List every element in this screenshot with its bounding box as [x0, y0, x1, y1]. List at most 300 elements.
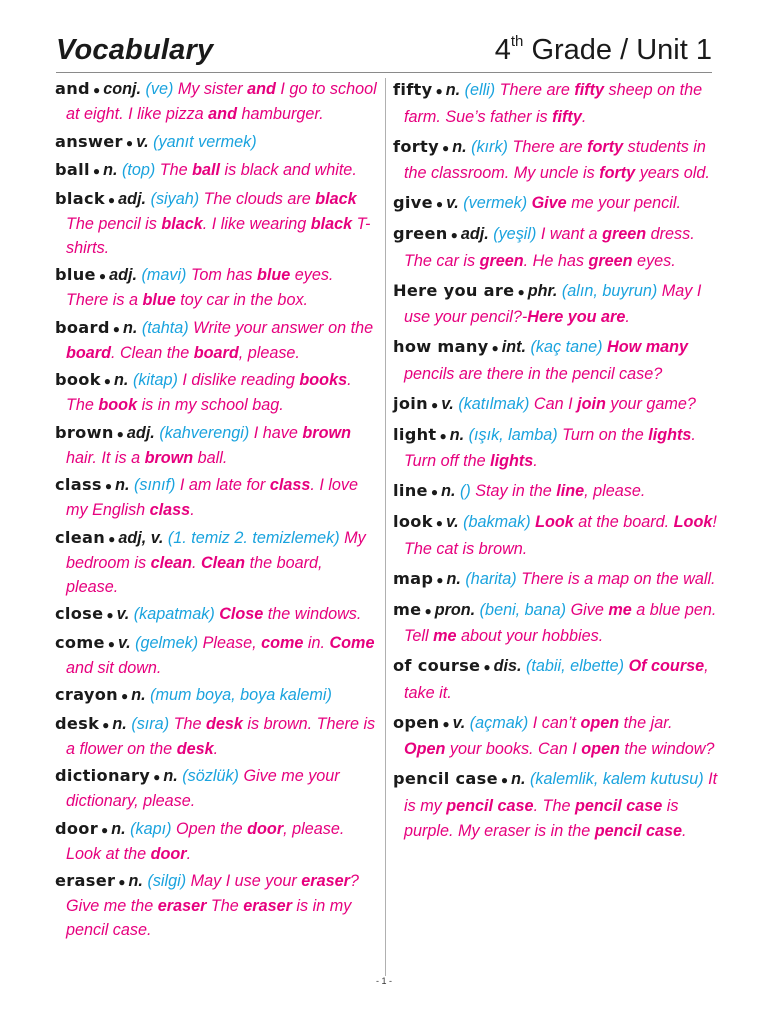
entry-word: of course	[393, 656, 481, 675]
entry-word: desk	[55, 713, 100, 733]
example-sentence	[404, 138, 710, 183]
bullet-icon: ●	[107, 636, 116, 651]
bullet-icon: ●	[441, 140, 450, 155]
bullet-icon: ●	[424, 603, 432, 618]
example-text: sheep on the farm. Sue’s father is	[404, 81, 703, 126]
example-text: The clouds are	[203, 189, 316, 208]
entry-word: clean	[55, 527, 106, 547]
part-of-speech: n.	[441, 482, 456, 500]
highlighted-word: desk	[205, 714, 243, 733]
vocab-entry	[55, 764, 377, 813]
example-text: There are	[512, 137, 588, 156]
vocab-entry	[393, 334, 718, 387]
highlighted-word: line	[556, 482, 585, 500]
example-text: I want a	[540, 225, 603, 243]
bullet-icon: ●	[435, 197, 444, 211]
turkish-translation: (sıra)	[131, 714, 170, 733]
part-of-speech: v.	[136, 132, 149, 151]
example-text: . The	[66, 371, 352, 414]
entry-word: forty	[393, 136, 439, 156]
example-text: The	[173, 714, 206, 733]
turkish-translation: (alın, buyrun)	[561, 281, 658, 300]
turkish-translation: (yanıt vermek)	[153, 132, 257, 151]
highlighted-word: Look	[673, 513, 713, 531]
example-sentence	[534, 395, 696, 413]
example-text: the window?	[619, 740, 715, 758]
turkish-translation: (kırk)	[471, 137, 508, 156]
example-text: . He has	[523, 251, 589, 270]
bullet-icon: ●	[102, 717, 110, 732]
highlighted-word: board	[66, 343, 111, 362]
highlighted-word: clean	[150, 553, 192, 572]
part-of-speech: v.	[118, 633, 131, 652]
example-sentence	[66, 266, 333, 309]
example-text: , please.	[238, 343, 300, 362]
part-of-speech: v.	[116, 605, 130, 623]
bullet-icon: ●	[118, 875, 126, 889]
highlighted-word: forty	[599, 164, 636, 182]
example-text: eyes. There is a	[66, 266, 334, 309]
entry-word: Here you are	[393, 280, 515, 300]
part-of-speech: n.	[449, 425, 465, 444]
entry-word: close	[55, 604, 104, 623]
highlighted-word: pencil case	[594, 822, 683, 840]
example-text: toy car in the box.	[175, 291, 309, 309]
highlighted-word: join	[577, 394, 606, 413]
part-of-speech: n.	[452, 137, 467, 156]
example-text: , take it.	[404, 657, 709, 702]
vocab-entry	[393, 422, 718, 475]
example-sentence	[521, 570, 715, 588]
part-of-speech: pron.	[434, 600, 476, 619]
example-text: .	[186, 844, 192, 863]
bullet-icon: ●	[439, 428, 447, 443]
example-sentence	[160, 161, 357, 179]
entry-word: black	[55, 188, 105, 208]
vocab-entry	[55, 187, 377, 260]
turkish-translation: (elli)	[464, 81, 496, 99]
entry-word: door	[55, 818, 99, 838]
vocab-entry	[55, 316, 377, 365]
example-text: at the board.	[573, 513, 674, 531]
entry-word: crayon	[55, 685, 119, 704]
example-sentence	[475, 482, 645, 500]
turkish-translation: (kalemlik, kalem kutusu)	[530, 770, 704, 788]
example-text: in.	[303, 633, 330, 652]
turkish-translation: ()	[459, 482, 471, 500]
example-text: me your pencil.	[566, 194, 681, 212]
example-text: My bedroom is	[66, 528, 366, 572]
entry-word: pencil case	[393, 769, 498, 788]
example-text: Stay in the	[475, 482, 557, 500]
entry-word: answer	[55, 131, 123, 151]
entry-word: ball	[55, 160, 90, 179]
example-text: , please. Look at the	[66, 819, 345, 863]
bullet-icon: ●	[108, 531, 116, 546]
example-text: . Turn off the	[404, 425, 696, 470]
part-of-speech: n.	[163, 767, 178, 785]
bullet-icon: ●	[450, 228, 458, 242]
bullet-icon: ●	[430, 397, 439, 412]
example-text: students in the classroom. My uncle is	[404, 137, 706, 182]
highlighted-word: open	[581, 740, 620, 758]
right-column	[393, 77, 718, 848]
highlighted-word: Close	[219, 605, 264, 623]
vocab-entry	[393, 278, 718, 331]
page-header	[56, 34, 712, 73]
highlighted-word: ball	[192, 161, 221, 179]
example-text: ball.	[193, 448, 228, 467]
bullet-icon: ●	[153, 770, 161, 784]
example-text: pencils are there in the pencil case?	[404, 364, 663, 383]
highlighted-word: lights	[490, 452, 534, 470]
part-of-speech: n.	[103, 161, 118, 179]
highlighted-word: Look	[535, 513, 574, 531]
highlighted-word: blue	[256, 266, 291, 284]
turkish-translation: (mavi)	[141, 266, 187, 284]
turkish-translation: (siyah)	[150, 189, 200, 208]
part-of-speech: int.	[501, 338, 527, 356]
example-text: .	[190, 501, 195, 519]
example-text: a blue pen. Tell	[404, 600, 717, 645]
turkish-translation: (açmak)	[469, 713, 529, 732]
example-sentence	[404, 714, 714, 759]
vocab-entry	[55, 817, 377, 866]
vocab-entry	[393, 221, 718, 274]
entry-word: eraser	[55, 871, 116, 890]
turkish-translation: (gelmek)	[135, 633, 199, 652]
part-of-speech: v.	[452, 713, 466, 732]
highlighted-word: door	[150, 844, 187, 863]
example-text: hair. It is a	[66, 448, 145, 467]
highlighted-word: blue	[142, 291, 176, 309]
turkish-translation: (katılmak)	[458, 394, 530, 413]
vocab-entry	[55, 421, 377, 470]
example-text: I am late for	[179, 476, 270, 494]
example-text: the windows.	[263, 605, 362, 623]
vocab-entry	[55, 158, 377, 183]
bullet-icon: ●	[116, 426, 124, 441]
highlighted-word: class	[269, 476, 311, 494]
example-text: is in my pencil case.	[66, 897, 352, 939]
entry-word: look	[393, 512, 433, 531]
example-text: My sister	[177, 80, 248, 98]
example-text: your books. Can I	[445, 740, 582, 758]
highlighted-word: forty	[587, 137, 624, 156]
bullet-icon: ●	[104, 479, 113, 493]
entry-word: map	[393, 568, 434, 588]
turkish-translation: (mum boya, boya kalemi)	[150, 686, 332, 704]
highlighted-word: green	[479, 251, 524, 270]
vocab-entry	[55, 130, 377, 155]
example-text: the board, please.	[66, 553, 323, 596]
turkish-translation: (tabii, elbette)	[525, 657, 625, 675]
part-of-speech: adj.	[126, 423, 155, 442]
example-text: I go to school at eight. I like pizza	[66, 80, 377, 123]
highlighted-word: eraser	[243, 897, 292, 915]
part-of-speech: n.	[112, 714, 127, 733]
highlighted-word: green	[602, 225, 647, 243]
highlighted-word: Clean	[200, 553, 246, 572]
part-of-speech: adj.	[109, 266, 137, 284]
turkish-translation: (tahta)	[141, 318, 189, 337]
vocab-entry	[55, 683, 377, 708]
example-text: is in my school bag.	[137, 396, 284, 414]
part-of-speech: n.	[131, 686, 146, 704]
example-text: . Clean the	[110, 343, 194, 362]
example-text: , please.	[584, 482, 646, 500]
vocab-entry	[393, 653, 718, 706]
entry-word: brown	[55, 422, 114, 442]
vocab-entry	[393, 391, 718, 419]
example-text: .	[533, 452, 538, 470]
part-of-speech: conj.	[103, 80, 141, 98]
turkish-translation: (beni, bana)	[479, 600, 567, 619]
vocab-entry	[393, 766, 718, 845]
part-of-speech: n.	[446, 569, 461, 588]
vocab-entry	[393, 77, 718, 130]
example-text: .	[213, 739, 219, 758]
highlighted-word: class	[149, 501, 191, 519]
example-text: ! The cat is brown.	[404, 513, 717, 558]
bullet-icon: ●	[92, 83, 101, 97]
example-text: It is my	[404, 770, 718, 815]
example-text: Turn on the	[562, 425, 649, 444]
turkish-translation: (kaç tane)	[530, 338, 603, 356]
highlighted-word: How many	[607, 338, 688, 356]
vocab-entry	[55, 631, 377, 680]
highlighted-word: and	[208, 105, 237, 123]
turkish-translation: (harita)	[465, 569, 517, 588]
bullet-icon: ●	[98, 269, 107, 283]
bullet-icon: ●	[435, 516, 444, 530]
bullet-icon: ●	[435, 84, 443, 98]
grade-unit-label	[495, 34, 712, 67]
highlighted-word: black	[310, 214, 353, 233]
vocab-entry	[393, 710, 718, 763]
highlighted-word: me	[608, 600, 632, 619]
vocab-entry	[393, 190, 718, 218]
example-text: T-shirts.	[66, 214, 371, 257]
turkish-translation: (yeşil)	[493, 225, 537, 243]
entry-word: open	[393, 712, 440, 732]
highlighted-word: Of course	[628, 657, 705, 675]
entry-word: green	[393, 224, 448, 243]
bullet-icon: ●	[112, 321, 120, 336]
highlighted-word: green	[588, 251, 633, 270]
left-column	[55, 77, 377, 946]
highlighted-word: come	[261, 633, 304, 652]
entry-word: join	[393, 393, 428, 413]
highlighted-word: lights	[648, 425, 692, 444]
vocab-entry	[55, 473, 377, 522]
page-number: - 1 -	[375, 976, 392, 986]
example-text: The pencil is	[66, 214, 162, 233]
example-text: I dislike reading	[182, 371, 300, 389]
part-of-speech: n.	[111, 819, 126, 838]
bullet-icon: ●	[483, 660, 491, 674]
highlighted-word: Give	[531, 194, 567, 212]
turkish-translation: (ve)	[145, 80, 174, 98]
highlighted-word: black	[315, 189, 357, 208]
example-text: Tom has	[190, 266, 257, 284]
example-text: Give me your dictionary, please.	[66, 767, 340, 810]
highlighted-word: Here you are	[527, 308, 626, 326]
turkish-translation: (vermek)	[463, 194, 528, 212]
part-of-speech: n.	[122, 318, 138, 337]
example-text: .	[625, 308, 630, 326]
part-of-speech: adj.	[118, 189, 147, 208]
example-text: and sit down.	[66, 658, 162, 677]
entry-word: how many	[393, 337, 489, 356]
turkish-translation: (sınıf)	[133, 476, 176, 494]
example-text: . I love my English	[66, 476, 359, 519]
example-text: is purple. My eraser is in the	[404, 796, 679, 840]
vocab-entry	[393, 478, 718, 506]
vocab-entry	[393, 597, 718, 650]
part-of-speech: n.	[445, 81, 461, 99]
example-text: May I use your pencil?-	[404, 281, 702, 326]
highlighted-word: pencil case	[574, 796, 663, 815]
turkish-translation: (ışık, lamba)	[468, 425, 558, 444]
example-text: . I like wearing	[202, 214, 311, 233]
entry-word: dictionary	[55, 766, 151, 785]
entry-word: light	[393, 424, 437, 444]
entry-word: me	[393, 599, 422, 619]
example-text: There is a map on the wall.	[521, 569, 716, 588]
bullet-icon: ●	[103, 374, 112, 388]
part-of-speech: v.	[446, 513, 459, 531]
example-text: There are	[499, 81, 575, 99]
highlighted-word: desk	[176, 739, 214, 758]
bullet-icon: ●	[107, 192, 116, 207]
example-text: Give	[570, 600, 609, 619]
example-text: May I use your	[190, 872, 302, 890]
example-text: dress. The car is	[404, 225, 695, 270]
entry-word: book	[55, 370, 101, 389]
page-title: Vocabulary	[56, 34, 214, 66]
part-of-speech: v.	[441, 394, 454, 413]
highlighted-word: pencil case	[446, 796, 534, 815]
entry-word: board	[55, 317, 110, 337]
vocab-entry	[55, 368, 377, 417]
bullet-icon: ●	[517, 284, 525, 299]
bullet-icon: ●	[442, 716, 450, 731]
vocab-entry	[55, 712, 377, 761]
vocab-entry	[55, 602, 377, 627]
example-text: I have	[253, 423, 303, 442]
turkish-translation: (kahverengi)	[159, 423, 250, 442]
bullet-icon: ●	[101, 822, 109, 837]
example-text: is black and white.	[220, 161, 357, 179]
entry-word: give	[393, 193, 433, 212]
turkish-translation: (sözlük)	[182, 767, 239, 785]
highlighted-word: eraser	[157, 897, 207, 915]
highlighted-word: fifty	[552, 107, 582, 126]
part-of-speech: adj.	[460, 225, 489, 243]
example-text: .	[191, 553, 201, 572]
highlighted-word: door	[247, 819, 284, 838]
entry-word: and	[55, 79, 90, 98]
vocab-entry	[55, 526, 377, 599]
example-text: .	[581, 107, 587, 126]
example-text: I can’t	[532, 713, 581, 732]
part-of-speech: v.	[446, 194, 459, 212]
entry-word: class	[55, 475, 102, 494]
example-sentence	[219, 605, 361, 623]
example-text: years old.	[635, 164, 710, 182]
highlighted-word: books	[299, 371, 348, 389]
highlighted-word: open	[580, 713, 620, 732]
bullet-icon: ●	[125, 135, 134, 150]
bullet-icon: ●	[106, 608, 114, 622]
grade-unit-text: Grade / Unit 1	[523, 34, 712, 66]
highlighted-word: fifty	[574, 81, 605, 99]
example-sentence	[532, 194, 681, 212]
turkish-translation: (top)	[121, 161, 156, 179]
turkish-translation: (silgi)	[147, 872, 187, 890]
example-text: . The	[533, 796, 575, 815]
vocab-entry	[55, 263, 377, 312]
part-of-speech: dis.	[493, 657, 522, 675]
highlighted-word: brown	[302, 423, 351, 442]
example-text: Can I	[533, 394, 578, 413]
part-of-speech: n.	[114, 371, 129, 389]
turkish-translation: (kapatmak)	[133, 605, 215, 623]
example-text: ? Give me the	[66, 872, 359, 915]
vocab-entry	[393, 566, 718, 594]
example-text: is brown. There is a flower on the	[66, 714, 376, 758]
turkish-translation: (kitap)	[132, 371, 178, 389]
bullet-icon: ●	[92, 164, 101, 178]
example-text: about your hobbies.	[456, 627, 604, 645]
example-text: Please,	[202, 633, 262, 652]
entry-word: fifty	[393, 80, 433, 99]
vocab-entry	[393, 134, 718, 187]
example-text: hamburger.	[236, 105, 324, 123]
example-text: Open the	[176, 819, 248, 838]
bullet-icon: ●	[436, 572, 444, 587]
example-text: Write your answer on the	[193, 318, 374, 337]
vocab-entry	[55, 77, 377, 126]
entry-word: line	[393, 481, 428, 500]
vocab-entry	[393, 509, 718, 562]
part-of-speech: adj, v.	[118, 528, 164, 547]
column-divider	[385, 78, 386, 976]
highlighted-word: board	[193, 343, 239, 362]
example-text: The	[159, 161, 193, 179]
bullet-icon: ●	[430, 485, 439, 499]
highlighted-word: brown	[144, 448, 194, 467]
example-text: The	[206, 897, 244, 915]
part-of-speech: n.	[511, 770, 526, 788]
highlighted-word: Come	[329, 633, 375, 652]
entry-word: come	[55, 632, 105, 652]
turkish-translation: (1. temiz 2. temizlemek)	[167, 528, 340, 547]
turkish-translation: (bakmak)	[463, 513, 531, 531]
part-of-speech: phr.	[527, 281, 558, 300]
bullet-icon: ●	[121, 689, 129, 703]
entry-word: blue	[55, 265, 96, 284]
example-text: your game?	[605, 394, 696, 413]
grade-suffix: th	[510, 33, 524, 51]
highlighted-word: and	[247, 80, 276, 98]
highlighted-word: me	[433, 627, 457, 645]
part-of-speech: n.	[115, 476, 130, 494]
highlighted-word: black	[161, 214, 203, 233]
vocab-entry	[55, 869, 377, 942]
turkish-translation: (kapı)	[130, 819, 172, 838]
